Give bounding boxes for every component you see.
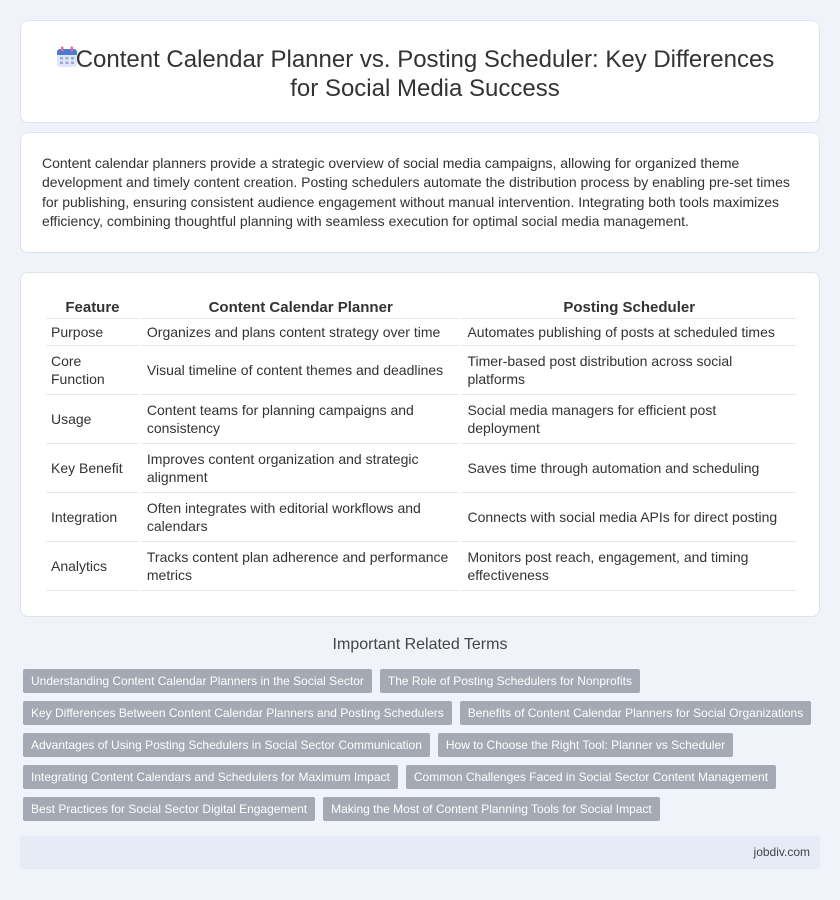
table-row bbox=[46, 493, 796, 542]
header-card bbox=[20, 20, 820, 123]
tag-row bbox=[23, 765, 823, 789]
table-cell: Connects with social media APIs for direct posting bbox=[462, 493, 796, 542]
related-term-link[interactable]: How to Choose the Right Tool: Planner vs Scheduler bbox=[438, 733, 733, 757]
intro-card bbox=[20, 132, 820, 253]
related-term-link[interactable]: Understanding Content Calendar Planners in the Social Sector bbox=[23, 669, 372, 693]
header-feature: Feature bbox=[46, 295, 139, 319]
intro-paragraph: Content calendar planners provide a strategic overview of social media campaigns, allowing for organized theme development and timely content creation. Posting schedulers automate the distribution process by enabling pre-set times for publishing, ensuring consistent audience engagement without manual intervention. Integrating both tools maximizes efficiency, combining thoughtful planning with seamless execution for optimal social media management. bbox=[42, 155, 790, 229]
table-row bbox=[46, 319, 796, 346]
table-cell: Content teams for planning campaigns and consistency bbox=[142, 395, 460, 444]
related-term-link[interactable]: The Role of Posting Schedulers for Nonprofits bbox=[380, 669, 640, 693]
table-row bbox=[46, 444, 796, 493]
tag-row bbox=[23, 797, 823, 821]
table-cell: Purpose bbox=[46, 319, 139, 346]
comparison-table bbox=[43, 295, 799, 591]
related-terms-list bbox=[23, 669, 823, 829]
table-cell: Social media managers for efficient post deployment bbox=[462, 395, 796, 444]
comparison-card bbox=[20, 272, 820, 617]
table-cell: Timer-based post distribution across social platforms bbox=[462, 346, 796, 395]
footer-site-link[interactable]: jobdiv.com bbox=[753, 845, 810, 859]
table-cell: Integration bbox=[46, 493, 139, 542]
table-row bbox=[46, 542, 796, 591]
related-term-link[interactable]: Key Differences Between Content Calendar Planners and Posting Schedulers bbox=[23, 701, 452, 725]
table-cell: Often integrates with editorial workflows and calendars bbox=[142, 493, 460, 542]
related-term-link[interactable]: Integrating Content Calendars and Schedulers for Maximum Impact bbox=[23, 765, 398, 789]
header-scheduler: Posting Scheduler bbox=[462, 295, 796, 319]
tag-row bbox=[23, 701, 823, 725]
table-cell: Core Function bbox=[46, 346, 139, 395]
header-planner: Content Calendar Planner bbox=[142, 295, 460, 319]
related-term-link[interactable]: Common Challenges Faced in Social Sector Content Management bbox=[406, 765, 776, 789]
table-row bbox=[46, 395, 796, 444]
related-term-link[interactable]: Advantages of Using Posting Schedulers in Social Sector Communication bbox=[23, 733, 430, 757]
related-term-link[interactable]: Best Practices for Social Sector Digital Engagement bbox=[23, 797, 315, 821]
footer bbox=[20, 836, 820, 869]
table-cell: Monitors post reach, engagement, and timing effectiveness bbox=[462, 542, 796, 591]
related-term-link[interactable]: Making the Most of Content Planning Tools for Social Impact bbox=[323, 797, 660, 821]
table-cell: Usage bbox=[46, 395, 139, 444]
related-term-link[interactable]: Benefits of Content Calendar Planners for Social Organizations bbox=[460, 701, 812, 725]
table-cell: Automates publishing of posts at scheduled times bbox=[462, 319, 796, 346]
table-cell: Organizes and plans content strategy over time bbox=[142, 319, 460, 346]
page-title: Content Calendar Planner vs. Posting Scheduler: Key Differences for Social Media Success bbox=[75, 46, 775, 102]
table-cell: Visual timeline of content themes and deadlines bbox=[142, 346, 460, 395]
table-cell: Key Benefit bbox=[46, 444, 139, 493]
table-row bbox=[46, 346, 796, 395]
table-cell: Saves time through automation and scheduling bbox=[462, 444, 796, 493]
tag-row bbox=[23, 733, 823, 757]
tag-row bbox=[23, 669, 823, 693]
table-cell: Tracks content plan adherence and performance metrics bbox=[142, 542, 460, 591]
table-header-row bbox=[46, 295, 796, 319]
table-cell: Improves content organization and strategic alignment bbox=[142, 444, 460, 493]
table-cell: Analytics bbox=[46, 542, 139, 591]
related-terms-title: Important Related Terms bbox=[332, 636, 508, 653]
